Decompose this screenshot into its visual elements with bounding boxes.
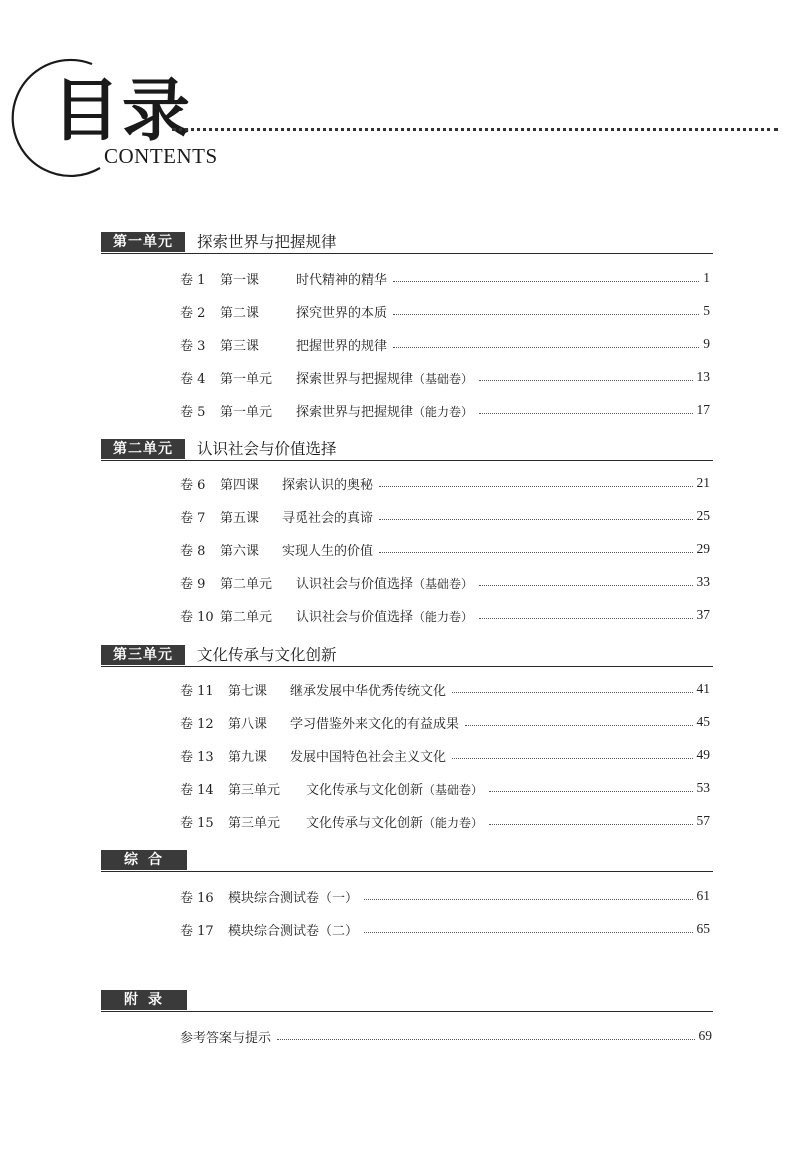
entry-dot-leader xyxy=(393,314,699,315)
page-subtitle: CONTENTS xyxy=(104,144,218,168)
entry-volume: 卷 10 xyxy=(180,609,214,625)
entry-title: 时代精神的精华 xyxy=(296,272,388,288)
toc-entry[interactable] xyxy=(180,268,710,288)
entry-volume: 卷 7 xyxy=(180,510,206,526)
entry-lesson: 第二课 xyxy=(220,305,260,321)
section-title: 认识社会与价值选择 xyxy=(197,440,337,458)
toc-entry[interactable] xyxy=(180,334,710,354)
section-rule xyxy=(101,460,713,461)
entry-page-number: 21 xyxy=(696,475,710,490)
section-badge: 附录 xyxy=(101,990,187,1010)
entry-tag: （能力卷） xyxy=(413,609,474,624)
entry-page-number: 33 xyxy=(696,574,710,589)
entry-page-number: 61 xyxy=(696,888,710,903)
entry-dot-leader xyxy=(393,281,699,282)
entry-lesson: 第三单元 xyxy=(228,815,281,831)
entry-volume: 卷 16 xyxy=(180,890,214,906)
section-badge: 第三单元 xyxy=(101,645,185,665)
entry-title: 探究世界的本质 xyxy=(296,305,388,321)
entry-tag: （基础卷） xyxy=(423,782,484,797)
entry-page-number: 17 xyxy=(696,402,710,417)
entry-volume: 卷 13 xyxy=(180,749,214,765)
entry-lesson: 第一单元 xyxy=(220,404,273,420)
entry-volume: 卷 3 xyxy=(180,338,206,354)
section-title: 文化传承与文化创新 xyxy=(197,646,337,664)
toc-entry[interactable] xyxy=(180,679,710,699)
section-rule xyxy=(101,1011,713,1012)
entry-dot-leader xyxy=(379,519,692,520)
entry-title: 参考答案与提示 xyxy=(180,1030,272,1046)
entry-lesson: 第一单元 xyxy=(220,371,273,387)
entry-page-number: 5 xyxy=(703,303,710,318)
section-heading xyxy=(101,990,713,1012)
entry-dot-leader xyxy=(379,552,692,553)
page-title: 目录 xyxy=(52,72,193,151)
entry-lesson: 第八课 xyxy=(228,716,268,732)
entry-lesson: 第三单元 xyxy=(228,782,281,798)
entry-dot-leader xyxy=(479,585,692,586)
entry-lesson: 第二单元 xyxy=(220,609,273,625)
entry-page-number: 9 xyxy=(703,336,710,351)
toc-entry[interactable] xyxy=(180,367,710,387)
section-rule xyxy=(101,666,713,667)
entry-dot-leader xyxy=(277,1039,694,1040)
entry-page-number: 1 xyxy=(703,270,710,285)
entry-lesson: 第七课 xyxy=(228,683,268,699)
section-rule xyxy=(101,253,713,254)
toc-entry[interactable] xyxy=(180,605,710,625)
entry-tag: （能力卷） xyxy=(423,815,484,830)
toc-entry[interactable] xyxy=(180,778,710,798)
entry-lesson: 第一课 xyxy=(220,272,260,288)
entry-lesson: 第五课 xyxy=(220,510,260,526)
entry-title: 寻觅社会的真谛 xyxy=(282,510,374,526)
entry-title: 把握世界的规律 xyxy=(296,338,388,354)
entry-dot-leader xyxy=(364,899,692,900)
entry-dot-leader xyxy=(452,758,692,759)
entry-volume: 卷 2 xyxy=(180,305,206,321)
entry-page-number: 13 xyxy=(696,369,710,384)
section-heading xyxy=(101,439,713,461)
entry-title: 探索认识的奥秘 xyxy=(282,477,374,493)
toc-entry[interactable] xyxy=(180,1026,712,1046)
entry-dot-leader xyxy=(364,932,692,933)
entry-page-number: 37 xyxy=(696,607,710,622)
entry-lesson: 第三课 xyxy=(220,338,260,354)
entry-lesson: 第六课 xyxy=(220,543,260,559)
entry-lesson: 第二单元 xyxy=(220,576,273,592)
toc-entry[interactable] xyxy=(180,506,710,526)
entry-dot-leader xyxy=(479,618,692,619)
entry-volume: 卷 14 xyxy=(180,782,214,798)
entry-volume: 卷 11 xyxy=(180,683,214,699)
entry-title: 实现人生的价值 xyxy=(282,543,374,559)
toc-header xyxy=(0,0,790,190)
section-title: 探索世界与把握规律 xyxy=(197,233,337,251)
toc-entry[interactable] xyxy=(180,400,710,420)
entry-title: 探索世界与把握规律（能力卷） xyxy=(296,404,474,420)
entry-tag: （能力卷） xyxy=(413,404,474,419)
entry-title: 发展中国特色社会主义文化 xyxy=(290,749,447,765)
toc-entry[interactable] xyxy=(180,301,710,321)
entry-title: 模块综合测试卷（一） xyxy=(228,890,359,906)
entry-page-number: 53 xyxy=(696,780,710,795)
toc-entry[interactable] xyxy=(180,539,710,559)
entry-volume: 卷 4 xyxy=(180,371,206,387)
entry-volume: 卷 17 xyxy=(180,923,214,939)
entry-title: 模块综合测试卷（二） xyxy=(228,923,359,939)
section-heading xyxy=(101,232,713,254)
entry-tag: （基础卷） xyxy=(413,371,474,386)
entry-lesson: 第九课 xyxy=(228,749,268,765)
entry-title: 文化传承与文化创新（能力卷） xyxy=(306,815,484,831)
toc-entry[interactable] xyxy=(180,473,710,493)
section-badge: 第二单元 xyxy=(101,439,185,459)
entry-page-number: 41 xyxy=(696,681,710,696)
entry-dot-leader xyxy=(465,725,692,726)
entry-page-number: 65 xyxy=(696,921,710,936)
entry-tag: （基础卷） xyxy=(413,576,474,591)
section-heading xyxy=(101,645,713,667)
entry-dot-leader xyxy=(479,380,692,381)
entry-title: 认识社会与价值选择（基础卷） xyxy=(296,576,474,592)
entry-dot-leader xyxy=(452,692,692,693)
entry-page-number: 45 xyxy=(696,714,710,729)
entry-page-number: 69 xyxy=(698,1028,712,1043)
entry-volume: 卷 9 xyxy=(180,576,206,592)
title-dotted-rule xyxy=(172,128,778,131)
entry-volume: 卷 8 xyxy=(180,543,206,559)
toc-entry[interactable] xyxy=(180,811,710,831)
entry-title: 认识社会与价值选择（能力卷） xyxy=(296,609,474,625)
toc-entry[interactable] xyxy=(180,886,710,906)
entry-lesson: 第四课 xyxy=(220,477,260,493)
entry-volume: 卷 5 xyxy=(180,404,206,420)
section-badge: 综合 xyxy=(101,850,187,870)
toc-entry[interactable] xyxy=(180,572,710,592)
entry-title: 文化传承与文化创新（基础卷） xyxy=(306,782,484,798)
entry-dot-leader xyxy=(393,347,699,348)
entry-dot-leader xyxy=(489,824,692,825)
entry-page-number: 49 xyxy=(696,747,710,762)
entry-page-number: 25 xyxy=(696,508,710,523)
entry-title: 继承发展中华优秀传统文化 xyxy=(290,683,447,699)
entry-dot-leader xyxy=(489,791,692,792)
toc-entry[interactable] xyxy=(180,919,710,939)
toc-entry[interactable] xyxy=(180,745,710,765)
entry-dot-leader xyxy=(479,413,692,414)
entry-volume: 卷 15 xyxy=(180,815,214,831)
entry-title: 学习借鉴外来文化的有益成果 xyxy=(290,716,460,732)
entry-dot-leader xyxy=(379,486,692,487)
entry-page-number: 29 xyxy=(696,541,710,556)
section-heading xyxy=(101,850,713,872)
section-badge: 第一单元 xyxy=(101,232,185,252)
entry-volume: 卷 1 xyxy=(180,272,206,288)
entry-title: 探索世界与把握规律（基础卷） xyxy=(296,371,474,387)
section-rule xyxy=(101,871,713,872)
entry-volume: 卷 12 xyxy=(180,716,214,732)
entry-page-number: 57 xyxy=(696,813,710,828)
entry-volume: 卷 6 xyxy=(180,477,206,493)
toc-entry[interactable] xyxy=(180,712,710,732)
